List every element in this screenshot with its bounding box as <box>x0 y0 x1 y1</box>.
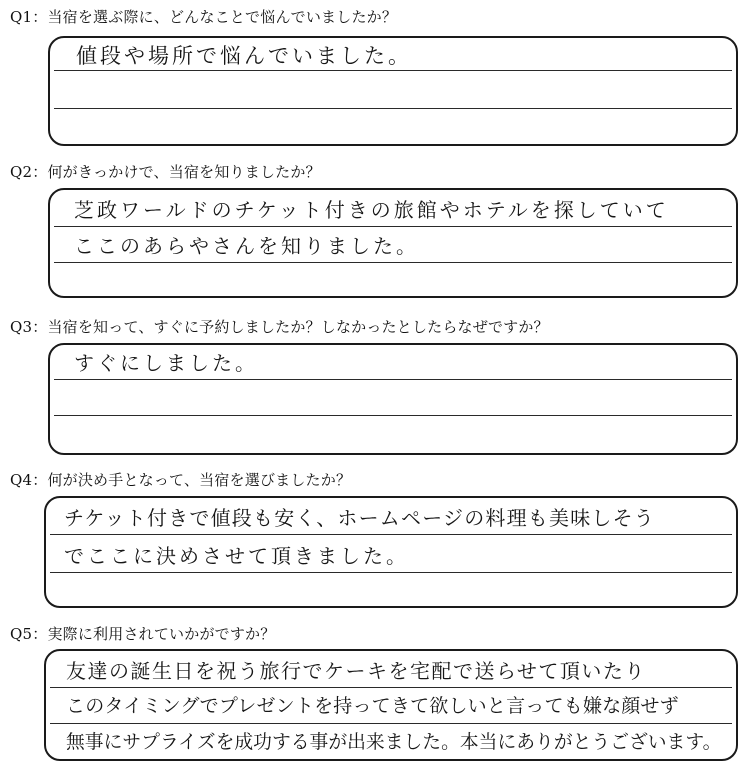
question-1-label: Q1：当宿を選ぶ際に、どんなことで悩んでいましたか？ <box>10 8 398 26</box>
answer-4-line-1: チケット付きで値段も安く、ホームページの料理も美味しそう <box>64 506 655 530</box>
question-4-label: Q4：何が決め手となって、当宿を選びましたか？ <box>10 471 352 489</box>
answer-4-line-2: でここに決めさせて頂きました。 <box>64 544 409 568</box>
answer-rule <box>54 70 732 71</box>
answer-rule <box>54 262 732 263</box>
answer-2-line-2: ここのあらやさんを知りました。 <box>74 234 419 258</box>
answer-rule <box>50 572 732 573</box>
answer-rule <box>54 108 732 109</box>
question-2-label: Q2：何がきっかけで、当宿を知りましたか？ <box>10 163 321 181</box>
answer-2-line-1: 芝政ワールドのチケット付きの旅館やホテルを探していて <box>74 198 669 222</box>
answer-5-line-2: このタイミングでプレゼントを持ってきて欲しいと言っても嫌な顔せず <box>66 695 679 717</box>
answer-box-1 <box>48 36 738 146</box>
question-3-label: Q3：当宿を知って、すぐに予約しましたか？しなかったとしたらなぜですか？ <box>10 318 549 336</box>
answer-rule <box>50 534 732 535</box>
answer-rule <box>54 226 732 227</box>
answer-box-3 <box>48 343 738 455</box>
answer-5-line-3: 無事にサプライズを成功する事が出来ました。本当にありがとうございます。 <box>66 731 722 753</box>
answer-rule <box>54 379 732 380</box>
answer-rule <box>54 415 732 416</box>
answer-rule <box>50 723 732 724</box>
answer-1-line-1: 値段や場所で悩んでいました。 <box>76 44 412 68</box>
answer-box-2 <box>48 188 738 298</box>
answer-box-5 <box>44 649 738 761</box>
answer-rule <box>50 687 732 688</box>
answer-3-line-1: すぐにしました。 <box>74 351 258 375</box>
answer-box-4 <box>44 496 738 608</box>
answer-5-line-1: 友達の誕生日を祝う旅行でケーキを宅配で送らせて頂いたり <box>66 659 646 683</box>
question-5-label: Q5：実際に利用されていかがですか？ <box>10 625 276 643</box>
